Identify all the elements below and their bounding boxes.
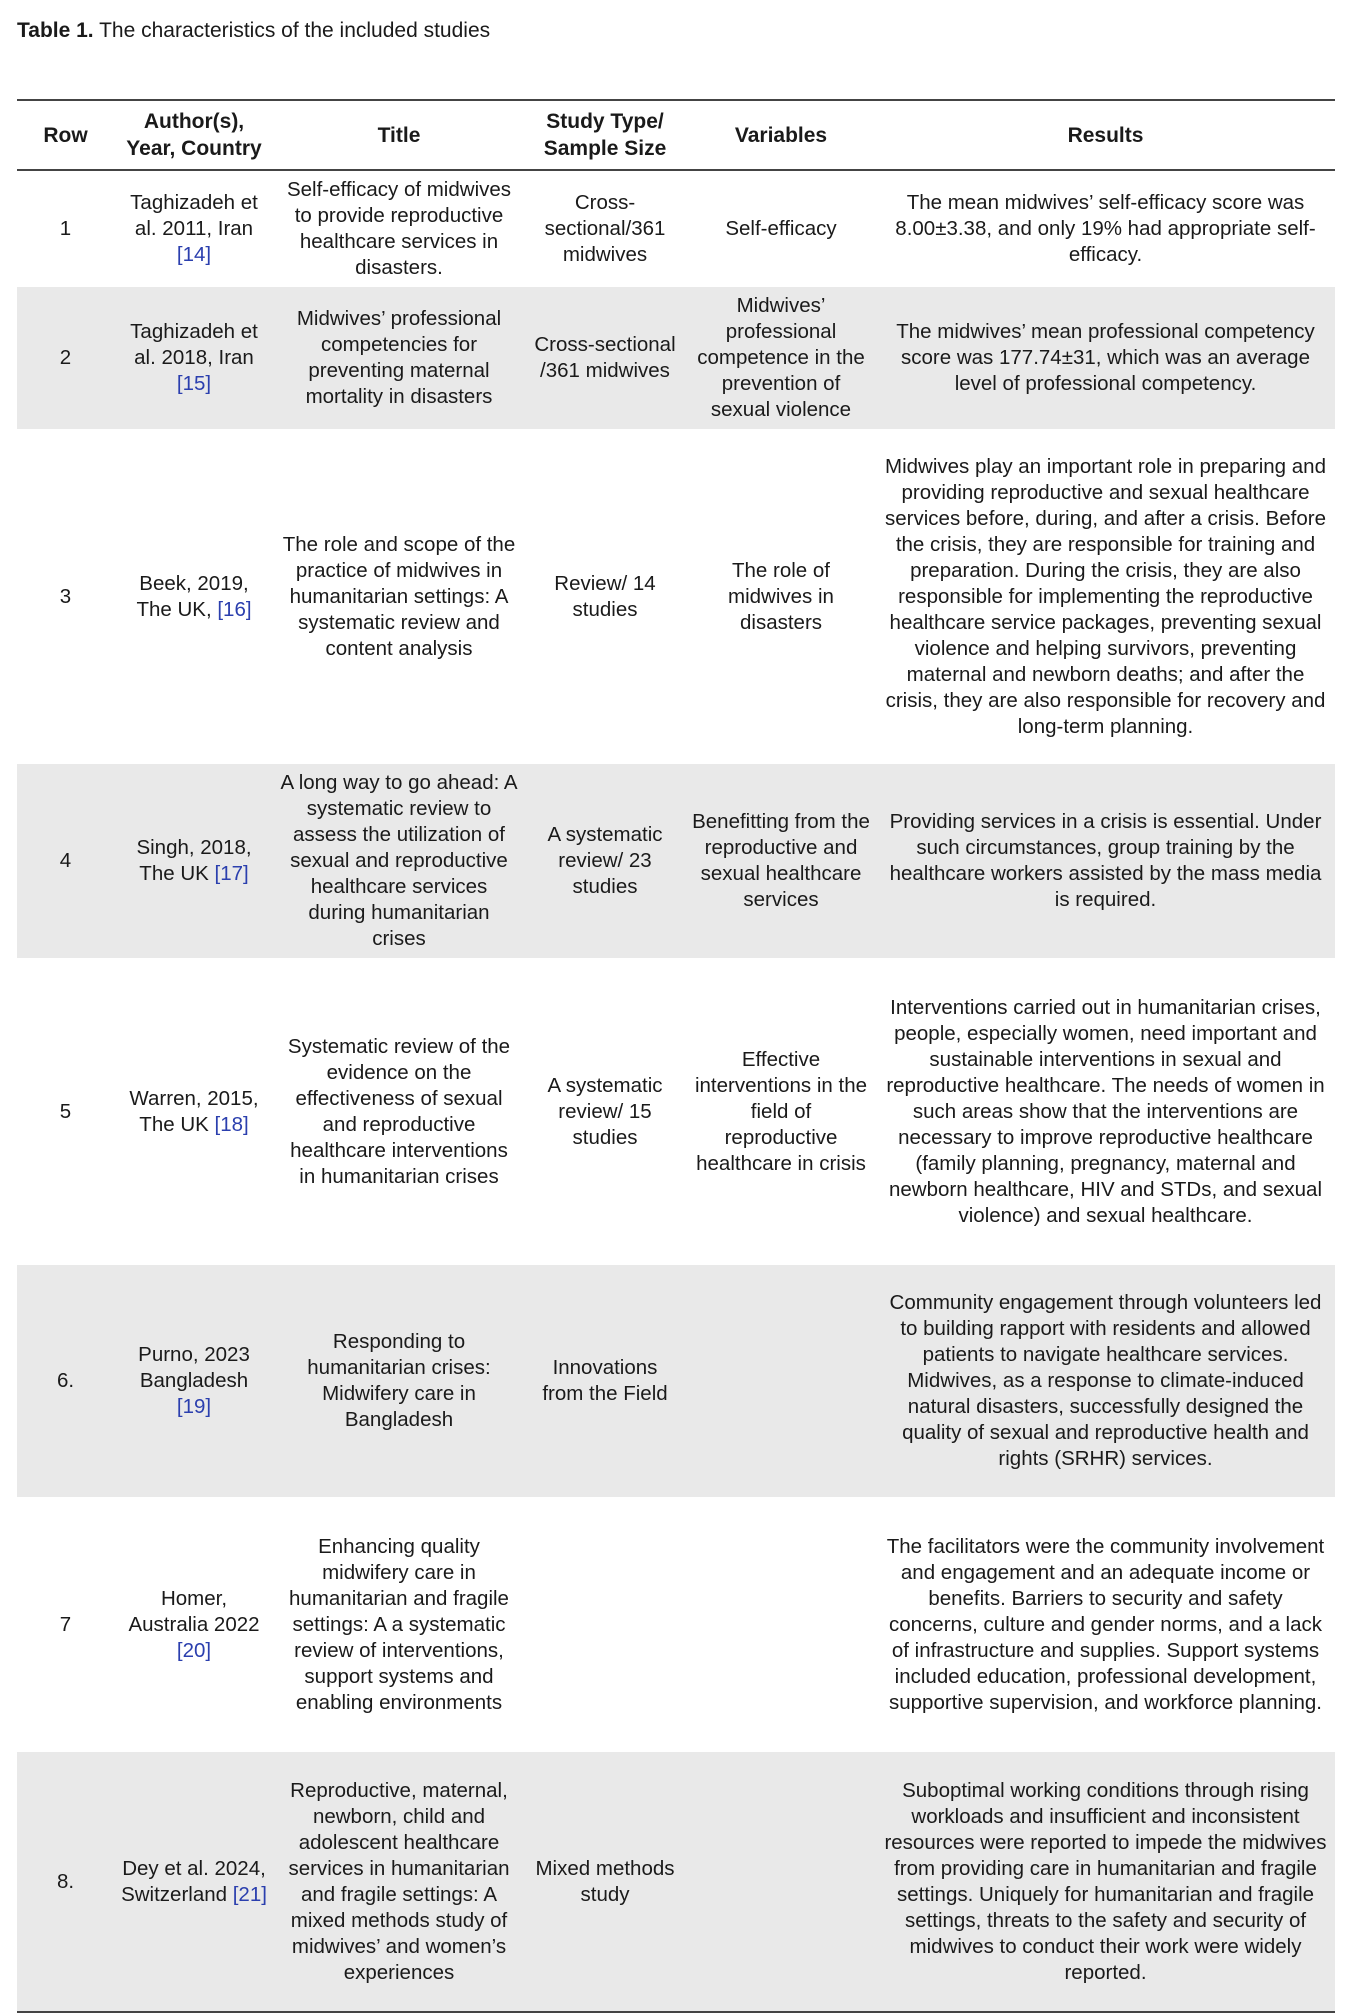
author-text: Dey et al. 2024, Switzerland [121,1856,266,1906]
cell-study-type [524,1497,686,1752]
cell-study-type: A systematic review/ 15 studies [547,1073,663,1149]
cell-results: Interventions carried out in humanitarian crises, people, especially women, need important and sustainable interventions in sexual and reproductive healthcare. The needs of women in such areas show that the interventions are necessary to improve reproductive healthcare (family planning, pregnancy, maternal and newborn healthcare, HIV and STDs, and sexual violence) and sexual healthcare. [886,995,1325,1227]
cell-title: A long way to go ahead: A systematic review to assess the utilization of sexual and reproductive healthcare services during humanitarian crises [274,764,524,958]
table-row [17,958,1335,1265]
header-author-line1: Author(s), [143,110,245,133]
table-row [17,287,1335,429]
cell-author [114,170,274,287]
author-text: Taghizadeh et al. 2018, Iran [130,320,258,369]
cell-author [114,1497,274,1752]
cell-results: The facilitators were the community involvement and engagement and an adequate income or benefits. Barriers to security and safety concerns, culture and gender norms, and a lack of infrastructure and supplies. Support systems included education, professional development, supportive supervision, and workforce planning. [886,1534,1325,1714]
cell-results: Midwives play an important role in preparing and providing reproductive and sexual healthcare services before, during, and after a crisis. Before the crisis, they are responsible for training and preparation. During the crisis, they are also responsible for implementing the reproductive healthcare service packages, preventing sexual violence and helping survivors, preventing maternal and newborn deaths; and after the crisis, they are also responsible for recovery and long-term planning. [885,454,1326,738]
header-author [114,100,274,170]
cell-author [114,764,274,958]
table-row [17,429,1335,764]
cell-variables: Effective interventions in the field of reproductive healthcare in crisis [694,1047,868,1175]
cell-results: Suboptimal working conditions through rising workloads and insufficient and inconsistent resources were reported to impede the midwives from providing care in humanitarian and fragile settings. Uniquely for humanitarian and fragile settings, threats to the safety and security of midwives to conduct their work were widely reported. [876,1752,1335,2012]
cell-study-type: Mixed methods study [524,1752,686,2012]
cell-study-type: Cross-sectional/361 midwives [544,191,666,266]
cell-row: 1 [59,217,72,240]
reference-link[interactable]: [19] [176,1395,212,1418]
author-text: Singh, 2018, The UK [136,836,252,885]
cell-results: The mean midwives’ self-efficacy score was 8.00±3.38, and only 19% had appropriate self-efficacy. [895,191,1316,266]
cell-row: 7 [59,1612,72,1636]
reference-link[interactable]: [15] [176,372,212,395]
cell-title: Reproductive, maternal, newborn, child and adolescent healthcare services in humanitarian and fragile settings: A mixed methods study of midwives’ and women’s experiences [274,1752,524,2012]
author-text: Warren, 2015, The UK [129,1086,259,1136]
cell-title: Midwives’ professional competencies for preventing maternal mortality in disasters [274,287,524,429]
reference-link[interactable]: [21] [232,1882,267,1906]
cell-title: Systematic review of the evidence on the effectiveness of sexual and reproductive healthcare interventions in humanitarian crises [287,1034,511,1188]
cell-author [114,1265,274,1497]
header-row: Row [43,123,88,147]
header-study-type [524,100,686,170]
author-text: Beek, 2019, The UK, [136,571,249,621]
cell-author [114,287,274,429]
cell-author [114,958,274,1265]
studies-table [17,99,1335,2013]
table-caption-label: Table 1. [17,19,94,42]
cell-title: The role and scope of the practice of midwives in humanitarian settings: A systematic review and content analysis [282,532,516,660]
cell-variables [686,1497,876,1752]
cell-row: 3 [59,584,72,608]
cell-row: 5 [59,1099,72,1123]
reference-link[interactable]: [18] [214,1112,249,1136]
cell-variables: Benefitting from the reproductive and sexual healthcare services [686,764,876,958]
cell-title: Responding to humanitarian crises: Midwifery care in Bangladesh [274,1265,524,1497]
author-text: Purno, 2023 Bangladesh [138,1343,250,1392]
header-results: Results [1067,123,1144,147]
reference-link[interactable]: [14] [176,243,212,266]
cell-row: 8. [17,1752,114,2012]
author-text: Homer, Australia 2022 [128,1586,260,1636]
cell-results: Providing services in a crisis is essential. Under such circumstances, group training by the healthcare workers assisted by the mass media is required. [876,764,1335,958]
cell-study-type: Review/ 14 studies [554,571,656,621]
author-text: Taghizadeh et al. 2011, Iran [130,191,258,240]
cell-variables: Self-efficacy [725,217,837,240]
reference-link[interactable]: [16] [217,597,252,621]
cell-study-type: Cross-sectional /361 midwives [524,287,686,429]
header-type-line1: Study Type/ [546,110,664,133]
cell-variables: Midwives’ professional competence in the prevention of sexual violence [686,287,876,429]
table-row [17,1752,1335,2012]
header-variables: Variables [734,123,828,147]
header-title: Title [377,123,421,147]
cell-study-type: Innovations from the Field [524,1265,686,1497]
table-caption-text: The characteristics of the included studies [93,19,491,42]
cell-title: Self-efficacy of midwives to provide reproductive healthcare services in disasters. [286,178,512,279]
table-row [17,764,1335,958]
table-caption [17,17,490,45]
cell-variables [686,1265,876,1497]
cell-results: The midwives’ mean professional competency score was 177.74±31, which was an average level of professional competency. [876,287,1335,429]
table-row [17,1265,1335,1497]
table-row [17,170,1335,287]
cell-title: Enhancing quality midwifery care in humanitarian and fragile settings: A a systematic review of interventions, support systems and enabling environments [289,1534,509,1714]
cell-author [114,429,274,764]
table-header-row [17,100,1335,170]
reference-link[interactable]: [17] [214,862,249,885]
header-type-line2: Sample Size [543,137,667,160]
header-author-line2: Year, Country [126,137,262,160]
cell-variables: The role of midwives in disasters [728,558,834,634]
cell-variables [686,1752,876,2012]
cell-row: 2 [17,287,114,429]
cell-row: 6. [17,1265,114,1497]
cell-row: 4 [17,764,114,958]
table-row [17,1497,1335,1752]
reference-link[interactable]: [20] [176,1638,212,1662]
cell-results: Community engagement through volunteers led to building rapport with residents and allowed patients to navigate healthcare services. Midwives, as a response to climate-induced natural disasters, successfully designed the quality of sexual and reproductive health and rights (SRHR) services. [876,1265,1335,1497]
cell-author [114,1752,274,2012]
cell-study-type: A systematic review/ 23 studies [524,764,686,958]
